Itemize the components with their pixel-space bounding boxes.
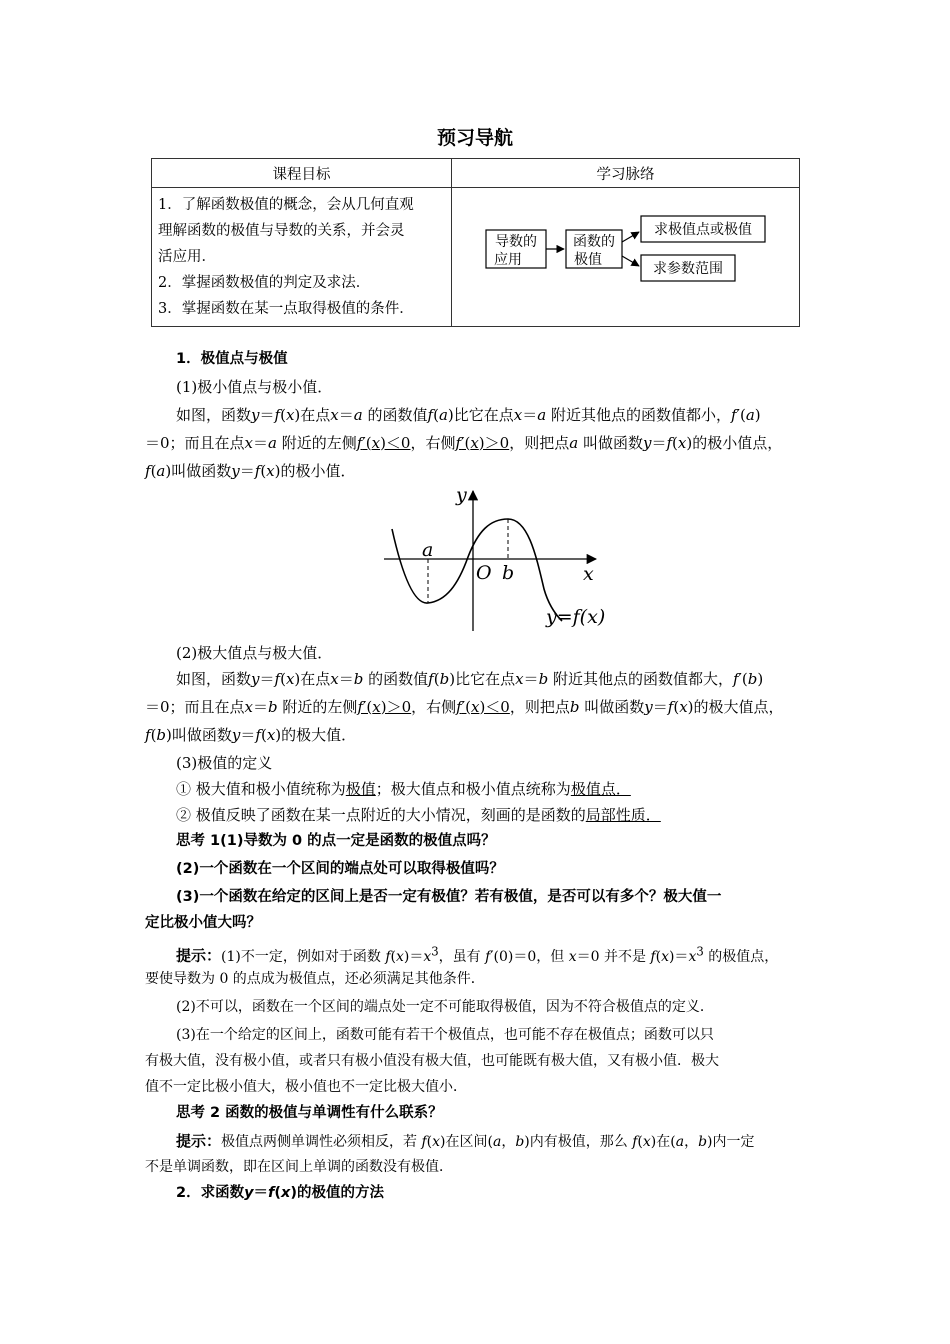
origin-label: O bbox=[476, 562, 492, 584]
think1-answer2: (2)不可以，函数在一个区间的端点处一定不可能取得极值，因为不符合极值点的定义． bbox=[176, 999, 714, 1015]
goal-line: 3．掌握函数在某一点取得极值的条件． bbox=[158, 301, 414, 317]
flow-box-find-extremum-label: 求极值点或极值 bbox=[654, 222, 752, 238]
think1-answer3-line1: (3)在一个给定的区间上，函数可能有若干个极值点，也可能不存在极值点；函数可以只 bbox=[176, 1027, 714, 1043]
definition-line1: ① 极大值和极小值统称为极值；极大值点和极小值点统称为极值点． bbox=[176, 780, 631, 798]
paragraph-max-line3: f(b)叫做函数y＝f(x)的极大值． bbox=[145, 726, 357, 744]
think1-question3-line1: (3)一个函数在给定的区间上是否一定有极值？若有极值，是否可以有多个？极大值一 bbox=[176, 889, 722, 905]
paragraph-max-line2: ＝0；而且在点x＝b 附近的左侧f′(x)＞0，右侧f′(x)＜0，则把点b 叫做函数y＝f(x)的极大值点， bbox=[145, 698, 784, 716]
x-axis-label: x bbox=[583, 563, 594, 585]
goals-cell bbox=[152, 188, 452, 327]
flow-box-extremum-line2: 极值 bbox=[574, 252, 602, 268]
think1-answer3-line3: 值不一定比极小值大，极小值也不一定比极大值小． bbox=[145, 1079, 467, 1095]
paragraph-min-line3: f(a)叫做函数y＝f(x)的极小值． bbox=[145, 462, 356, 480]
think1-answer1-line2: 要使导数为 0 的点成为极值点，还必须满足其他条件． bbox=[145, 971, 485, 987]
flow-box-derivative-line2: 应用 bbox=[494, 252, 522, 268]
flow-diagram bbox=[452, 188, 799, 322]
flow-arrow bbox=[622, 256, 639, 266]
flow-box-derivative-line1: 导数的 bbox=[495, 234, 537, 250]
think1-question1: 思考 1(1)导数为 0 的点一定是函数的极值点吗？ bbox=[176, 833, 496, 849]
think1-answer3-line2: 有极大值，没有极小值，或者只有极小值没有极大值，也可能既有极大值，又有极小值．极大 bbox=[145, 1053, 719, 1069]
paragraph-max-line1: 如图，函数y＝f(x)在点x＝b 的函数值f(b)比它在点x＝b 附近其他点的函数值都大，f′(b) bbox=[176, 670, 764, 688]
page-title: 预习导航 bbox=[436, 127, 513, 149]
point-b-label: b bbox=[502, 562, 515, 584]
think2-question: 思考 2 函数的极值与单调性有什么联系？ bbox=[176, 1105, 443, 1121]
think2-answer-line2: 不是单调函数，即在区间上单调的函数没有极值． bbox=[145, 1159, 453, 1175]
section1-heading: 1．极值点与极值 bbox=[176, 351, 288, 367]
table-header-context: 学习脉络 bbox=[452, 159, 800, 188]
subheading-min: (1)极小值点与极小值． bbox=[176, 378, 333, 396]
paragraph-min-line1: 如图，函数y＝f(x)在点x＝a 的函数值f(a)比它在点x＝a 附近其他点的函数值都小，f′(a) bbox=[176, 406, 761, 424]
flow-box-extremum-line1: 函数的 bbox=[573, 234, 615, 250]
flow-cell bbox=[452, 188, 800, 327]
think1-question3-line2: 定比极小值大吗？ bbox=[145, 915, 261, 931]
section2-heading: 2．求函数y＝f(x)的极值的方法 bbox=[176, 1185, 384, 1201]
think1-question2: (2)一个函数在一个区间的端点处可以取得极值吗？ bbox=[176, 861, 504, 877]
flow-arrow bbox=[622, 232, 639, 242]
subheading-max: (2)极大值点与极大值． bbox=[176, 644, 333, 662]
paragraph-min-line2: ＝0；而且在点x＝a 附近的左侧f′(x)＜0，右侧f′(x)＞0，则把点a 叫做函数y＝f(x)的极小值点， bbox=[145, 434, 783, 452]
subheading-definition: (3)极值的定义 bbox=[176, 754, 273, 772]
goal-line: 活应用． bbox=[158, 249, 216, 265]
point-a-label: a bbox=[422, 539, 434, 561]
flow-box-param-range-label: 求参数范围 bbox=[653, 261, 723, 277]
think1-answer1-line1: 提示：(1)不一定，例如对于函数 $f(x)=x^3$，虽有 f′(0)＝0，但 x＝0 并不是 $f(x)=x^3$ 的极值点， bbox=[176, 944, 779, 965]
goal-line: 1．了解函数极值的概念，会从几何直观 bbox=[158, 197, 414, 213]
course-table bbox=[151, 158, 800, 327]
definition-line2: ② 极值反映了函数在某一点附近的大小情况，刻画的是函数的局部性质． bbox=[176, 806, 661, 824]
goal-line: 理解函数的极值与导数的关系，并会灵 bbox=[158, 223, 405, 239]
table-header-goals: 课程目标 bbox=[152, 159, 452, 188]
y-axis-label: y bbox=[456, 485, 467, 506]
goal-line: 2．掌握函数极值的判定及求法． bbox=[158, 275, 371, 291]
think2-answer-line1: 提示：极值点两侧单调性必须相反，若 f(x)在区间(a，b)内有极值，那么 f(x)在(a，b)内一定 bbox=[176, 1132, 755, 1150]
function-graph bbox=[378, 485, 608, 635]
function-label: y=f(x) bbox=[546, 606, 606, 628]
